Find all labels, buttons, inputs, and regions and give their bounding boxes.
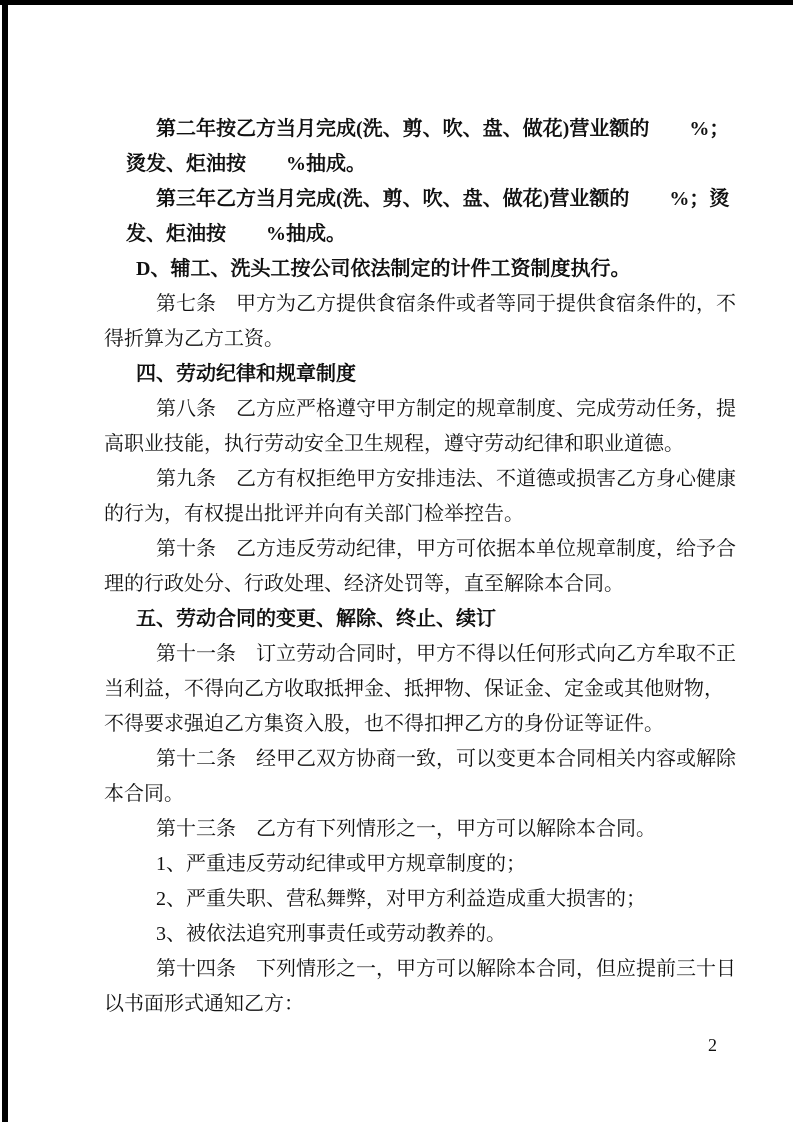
text-line: 得折算为乙方工资。 bbox=[104, 328, 284, 350]
text-line: 发、炬油按 %抽成。 bbox=[126, 223, 346, 245]
text-line: 的行为，有权提出批评并向有关部门检举控告。 bbox=[104, 503, 524, 525]
text-line: 以书面形式通知乙方： bbox=[104, 993, 304, 1015]
text-line: D、辅工、洗头工按公司依法制定的计件工资制度执行。 bbox=[136, 258, 631, 280]
text-line: 第十四条 下列情形之一，甲方可以解除本合同，但应提前三十日 bbox=[156, 958, 736, 980]
text-line: 第八条 乙方应严格遵守甲方制定的规章制度、完成劳动任务，提 bbox=[156, 398, 736, 420]
text-line: 当利益，不得向乙方收取抵押金、抵押物、保证金、定金或其他财物， bbox=[104, 678, 724, 700]
text-line: 烫发、炬油按 %抽成。 bbox=[126, 153, 366, 175]
text-line: 3、被依法追究刑事责任或劳动教养的。 bbox=[156, 923, 506, 945]
text-line: 第三年乙方当月完成(洗、剪、吹、盘、做花)营业额的 %；烫 bbox=[156, 188, 730, 210]
text-line: 第七条 甲方为乙方提供食宿条件或者等同于提供食宿条件的，不 bbox=[156, 293, 736, 315]
text-line: 四、劳动纪律和规章制度 bbox=[136, 363, 356, 385]
text-line: 2、严重失职、营私舞弊，对甲方利益造成重大损害的； bbox=[156, 888, 646, 910]
text-line: 本合同。 bbox=[104, 783, 184, 805]
text-line: 第十一条 订立劳动合同时，甲方不得以任何形式向乙方牟取不正 bbox=[156, 643, 736, 665]
text-line: 第十二条 经甲乙双方协商一致，可以变更本合同相关内容或解除 bbox=[156, 748, 736, 770]
text-line: 理的行政处分、行政处理、经济处罚等，直至解除本合同。 bbox=[104, 573, 624, 595]
contract-text-block bbox=[0, 112, 793, 1022]
page-number: 2 bbox=[708, 1035, 717, 1055]
text-line: 第二年按乙方当月完成(洗、剪、吹、盘、做花)营业额的 %； bbox=[156, 118, 730, 140]
text-line: 1、严重违反劳动纪律或甲方规章制度的； bbox=[156, 853, 526, 875]
text-line: 第十条 乙方违反劳动纪律，甲方可依据本单位规章制度，给予合 bbox=[156, 538, 736, 560]
text-line: 第九条 乙方有权拒绝甲方安排违法、不道德或损害乙方身心健康 bbox=[156, 468, 736, 490]
text-line: 不得要求强迫乙方集资入股，也不得扣押乙方的身份证等证件。 bbox=[104, 713, 664, 735]
text-line: 第十三条 乙方有下列情形之一，甲方可以解除本合同。 bbox=[156, 818, 656, 840]
text-line: 五、劳动合同的变更、解除、终止、续订 bbox=[136, 608, 496, 630]
text-line: 高职业技能，执行劳动安全卫生规程，遵守劳动纪律和职业道德。 bbox=[104, 433, 684, 455]
scan-edge-top bbox=[0, 0, 793, 5]
